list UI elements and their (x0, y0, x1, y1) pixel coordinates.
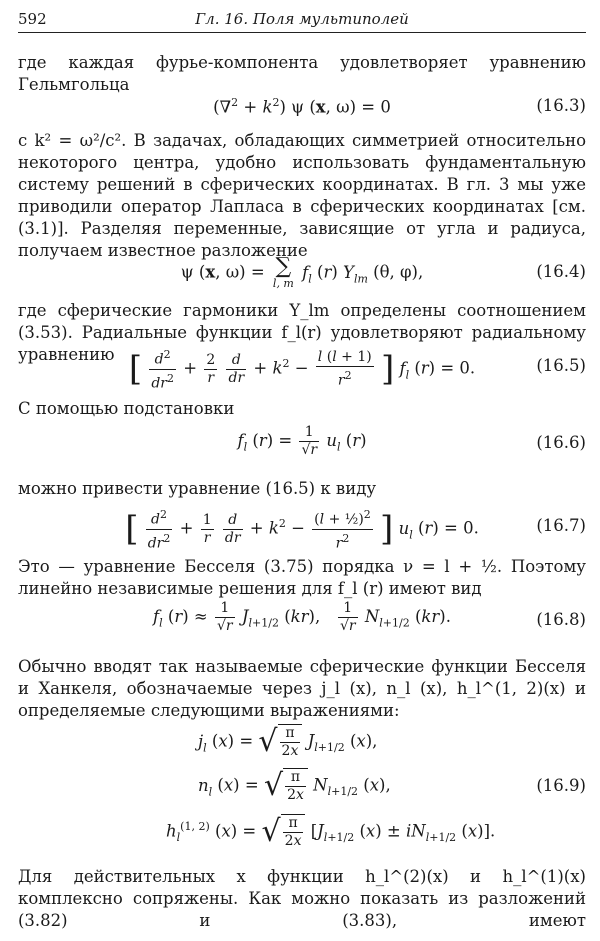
paragraph-2: с k² = ω²/c². В задачах, обладающих симметрией относительно некоторого центра, удобно использовать фундаментальную систему решений в сферических координатах. В гл. 3 мы уже приводили оператор Лапласа в сферических координатах [см. (3.1)]. Разделяя переменные, зависящие от угла и радиуса, получаем известное разложение (18, 131, 586, 260)
equation-16-7-number: (16.7) (536, 516, 586, 535)
equation-16-8-number: (16.8) (536, 610, 586, 629)
equation-16-4-body: ψ (x, ω) = ∑ l, m $f_l$ (r) $Y_{lm}$ (θ, φ), (180, 254, 424, 290)
equation-16-5-number: (16.5) (536, 356, 586, 375)
equation-16-8-body: $f_l$ (r) ≈ $\frac{1}{√r}$ $J_{l+1/2}$ (kr), $\frac{1}{√r}$ $N_{l+1/2}$ (kr). (153, 600, 451, 634)
equation-16-7 (18, 506, 586, 552)
running-title: Гл. 16. Поля мультиполей (195, 10, 409, 28)
equation-16-9-number: (16.9) (536, 776, 586, 795)
equation-16-4-number: (16.4) (536, 262, 586, 281)
equation-16-3 (18, 96, 586, 120)
equation-16-6-number: (16.6) (536, 433, 586, 452)
equation-16-3-number: (16.3) (536, 96, 586, 115)
paragraph-8: Для действительных x функции h_l^(2)(x) и h_l^(1)(x) комплексно сопряжены. Как можно показать из разложений (3.82) и (3.83), имеют (18, 867, 586, 930)
paragraph-4: С помощью подстановки (18, 399, 235, 418)
equation-16-6-body: $f_l$ (r) = $\frac{1}{√r}$ $u_l$ (r) (237, 424, 367, 458)
paragraph-3: где сферические гармоники Y_lm определены соотношением (3.53). Радиальные функции f_l(r) удовлетворяют радиальному уравнению (18, 301, 586, 364)
paragraph-7: Обычно вводят так называемые сферические функции Бесселя и Ханкеля, обозначаемые через j_l (x), n_l (x), h_l^(1, 2)(x) и определяемые следующими выражениями: (18, 657, 586, 720)
paragraph-1: где каждая фурье-компонента удовлетворяет уравнению Гельмгольца (18, 53, 586, 94)
equation-16-8 (18, 600, 586, 642)
book-page (18, 0, 586, 941)
page-number: 592 (18, 10, 47, 28)
paragraph-6: Это — уравнение Бесселя (3.75) порядка ν = l + ½. Поэтому линейно независимые решения для f_l (r) имеют вид (18, 557, 586, 598)
equation-16-6 (18, 424, 586, 464)
equation-16-9-line-2: $n_l$ (x) = √ $\frac{\pi}{2x}$ $N_{l+1/2}$ (x), (198, 768, 391, 803)
equation-16-9-line-3: $h_l^{(1, 2)}$ (x) = √ $\frac{\pi}{2x}$ [$J_{l+1/2}$ $(x) \pm iN_{l+1/2}$ (x)]. (166, 814, 496, 849)
equation-16-3-body: $(\nabla^2 + k^2)$ ψ (x, ω) = 0 (213, 96, 391, 117)
equation-16-9-line-1: $j_l$ (x) = √ $\frac{\pi}{2x}$ $J_{l+1/2}$ (x), (198, 724, 378, 759)
header-rule (18, 32, 586, 33)
equation-16-5-body: [ $\frac{d^2}{dr^2}$ + $\frac{2}{r}$ $\frac{d}{dr}$ + $k^2$ − $\frac{l (l + 1)}{r^2}$ ] $f_l$ (r) = 0. (128, 348, 476, 392)
equation-16-5 (18, 346, 586, 392)
equation-16-9 (18, 724, 586, 856)
equation-16-7-body: [ $\frac{d^2}{dr^2}$ + $\frac{1}{r}$ $\frac{d}{dr}$ + $k^2$ − $\frac{(l + \frac{1}{2})^2}{r^2}$ ] $u_l$ (r) = 0. (125, 508, 479, 552)
paragraph-5: можно привести уравнение (16.5) к виду (18, 479, 377, 498)
page-header (18, 8, 586, 34)
equation-16-4 (18, 256, 586, 290)
